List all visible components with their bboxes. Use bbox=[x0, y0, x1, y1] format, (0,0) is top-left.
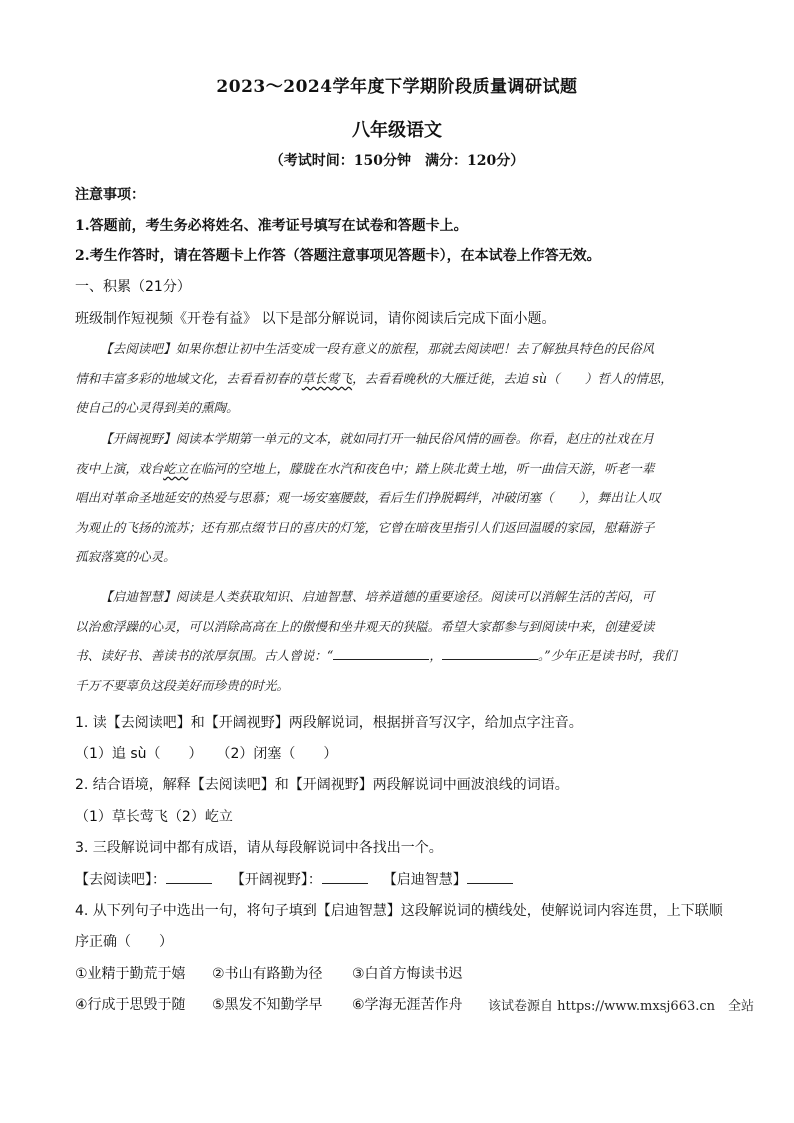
answer-blank[interactable] bbox=[166, 871, 212, 884]
question-1: 1. 读【去阅读吧】和【开阔视野】两段解说词，根据拼音写汉字，给加点字注音。 bbox=[75, 715, 583, 731]
passage-line: 夜中上演，戏台屹立在临河的空地上，朦胧在水汽和夜色中；踏上陕北黄土地，听一曲信天游，听老一辈 bbox=[75, 460, 655, 476]
option-1: ①业精于勤荒于嬉 bbox=[75, 966, 186, 982]
passage-line: 唱出对革命圣地延安的热爱与思慕；观一场安塞腰鼓，看后生们挣脱羁绊，冲破闭塞（ ），舞出让人叹 bbox=[75, 490, 661, 506]
option-4: ④行成于思毁于随 bbox=[75, 997, 186, 1013]
question-1-sub: （1）追 sù（ ） （2）闭塞（ ） bbox=[75, 746, 338, 762]
question-3-answers: 【去阅读吧】： 【开阔视野】： 【启迪智慧】 bbox=[75, 869, 513, 889]
section-heading: 一、积累（21分） bbox=[75, 279, 191, 295]
question-4-cont: 序正确（ ） bbox=[75, 934, 173, 950]
question-2: 2. 结合语境，解释【去阅读吧】和【开阔视野】两段解说词中画波浪线的词语。 bbox=[75, 777, 569, 793]
wavy-word-caozhangyingfei: 草长莺飞 bbox=[301, 370, 353, 386]
notice-item-2: 2.考生作答时，请在答题卡上作答（答题注意事项见答题卡），在本试卷上作答无效。 bbox=[75, 248, 601, 264]
passage-line: 千万不要辜负这段美好而珍贵的时光。 bbox=[75, 677, 290, 693]
option-3: ③白首方悔读书迟 bbox=[352, 966, 463, 982]
option-6: ⑥学海无涯苦作舟 bbox=[352, 997, 463, 1013]
wavy-word-yili: 屹立 bbox=[163, 460, 189, 476]
passage-line: 为观止的飞扬的流苏；还有那点缀节日的喜庆的灯笼，它曾在暗夜里指引人们返回温暖的家园，慰藉游子 bbox=[75, 519, 655, 535]
answer-blank[interactable] bbox=[467, 871, 513, 884]
passage-line: 情和丰富多彩的地域文化，去看看初春的草长莺飞，去看看晚秋的大雁迁徙，去追 sù（ ）哲人的情思， bbox=[75, 370, 673, 386]
option-5: ⑤黑发不知勤学早 bbox=[212, 997, 323, 1013]
passage-line: 孤寂落寞的心灵。 bbox=[75, 549, 176, 565]
notice-item-1: 1.答题前，考生务必将姓名、准考证号填写在试卷和答题卡上。 bbox=[75, 218, 468, 234]
page-title: 2023～2024学年度下学期阶段质量调研试题 bbox=[216, 77, 578, 97]
answer-blank[interactable] bbox=[322, 871, 368, 884]
passage-line: 以治愈浮躁的心灵，可以消除高高在上的傲慢和坐井观天的狭隘。希望大家都参与到阅读中来，创建爱读 bbox=[75, 618, 655, 634]
passage-paragraph-2 bbox=[75, 424, 723, 572]
fill-blank[interactable] bbox=[333, 647, 429, 660]
passage-line: 使自己的心灵得到美的熏陶。 bbox=[75, 400, 239, 416]
option-2: ②书山有路勤为径 bbox=[212, 966, 323, 982]
passage-paragraph-1 bbox=[75, 334, 723, 423]
section-intro: 班级制作短视频《开卷有益》 以下是部分解说词，请你阅读后完成下面小题。 bbox=[75, 311, 556, 327]
exam-info: （考试时间：150分钟 满分：120分） bbox=[269, 153, 525, 169]
passage-line: 【去阅读吧】如果你想让初中生活变成一段有意义的旅程，那就去阅读吧！去了解独具特色的民俗风 bbox=[100, 341, 655, 356]
question-4: 4. 从下列句子中选出一句，将句子填到【启迪智慧】这段解说词的横线处，使解说词内容连贯，上下联顺 bbox=[75, 903, 723, 919]
passage-line: 【开阔视野】阅读本学期第一单元的文本，就如同打开一轴民俗风情的画卷。你看，赵庄的社戏在月 bbox=[100, 431, 655, 446]
subject-title: 八年级语文 bbox=[352, 120, 442, 141]
question-2-sub: （1）草长莺飞（2）屹立 bbox=[75, 809, 233, 825]
passage-line: 书、读好书、善读书的浓厚氛围。古人曾说：“ ， 。”少年正是读书时，我们 bbox=[75, 648, 677, 664]
fill-blank[interactable] bbox=[442, 647, 538, 660]
passage-line: 【启迪智慧】阅读是人类获取知识、启迪智慧、培养道德的重要途径。阅读可以消解生活的苦闷，可 bbox=[100, 589, 655, 604]
question-3: 3. 三段解说词中都有成语，请从每段解说词中各找出一个。 bbox=[75, 840, 443, 856]
passage-paragraph-3 bbox=[75, 582, 723, 700]
notice-heading: 注意事项： bbox=[75, 187, 145, 203]
source-watermark: 该试卷源自 https://www.mxsj663.cn 全站 bbox=[488, 999, 755, 1014]
